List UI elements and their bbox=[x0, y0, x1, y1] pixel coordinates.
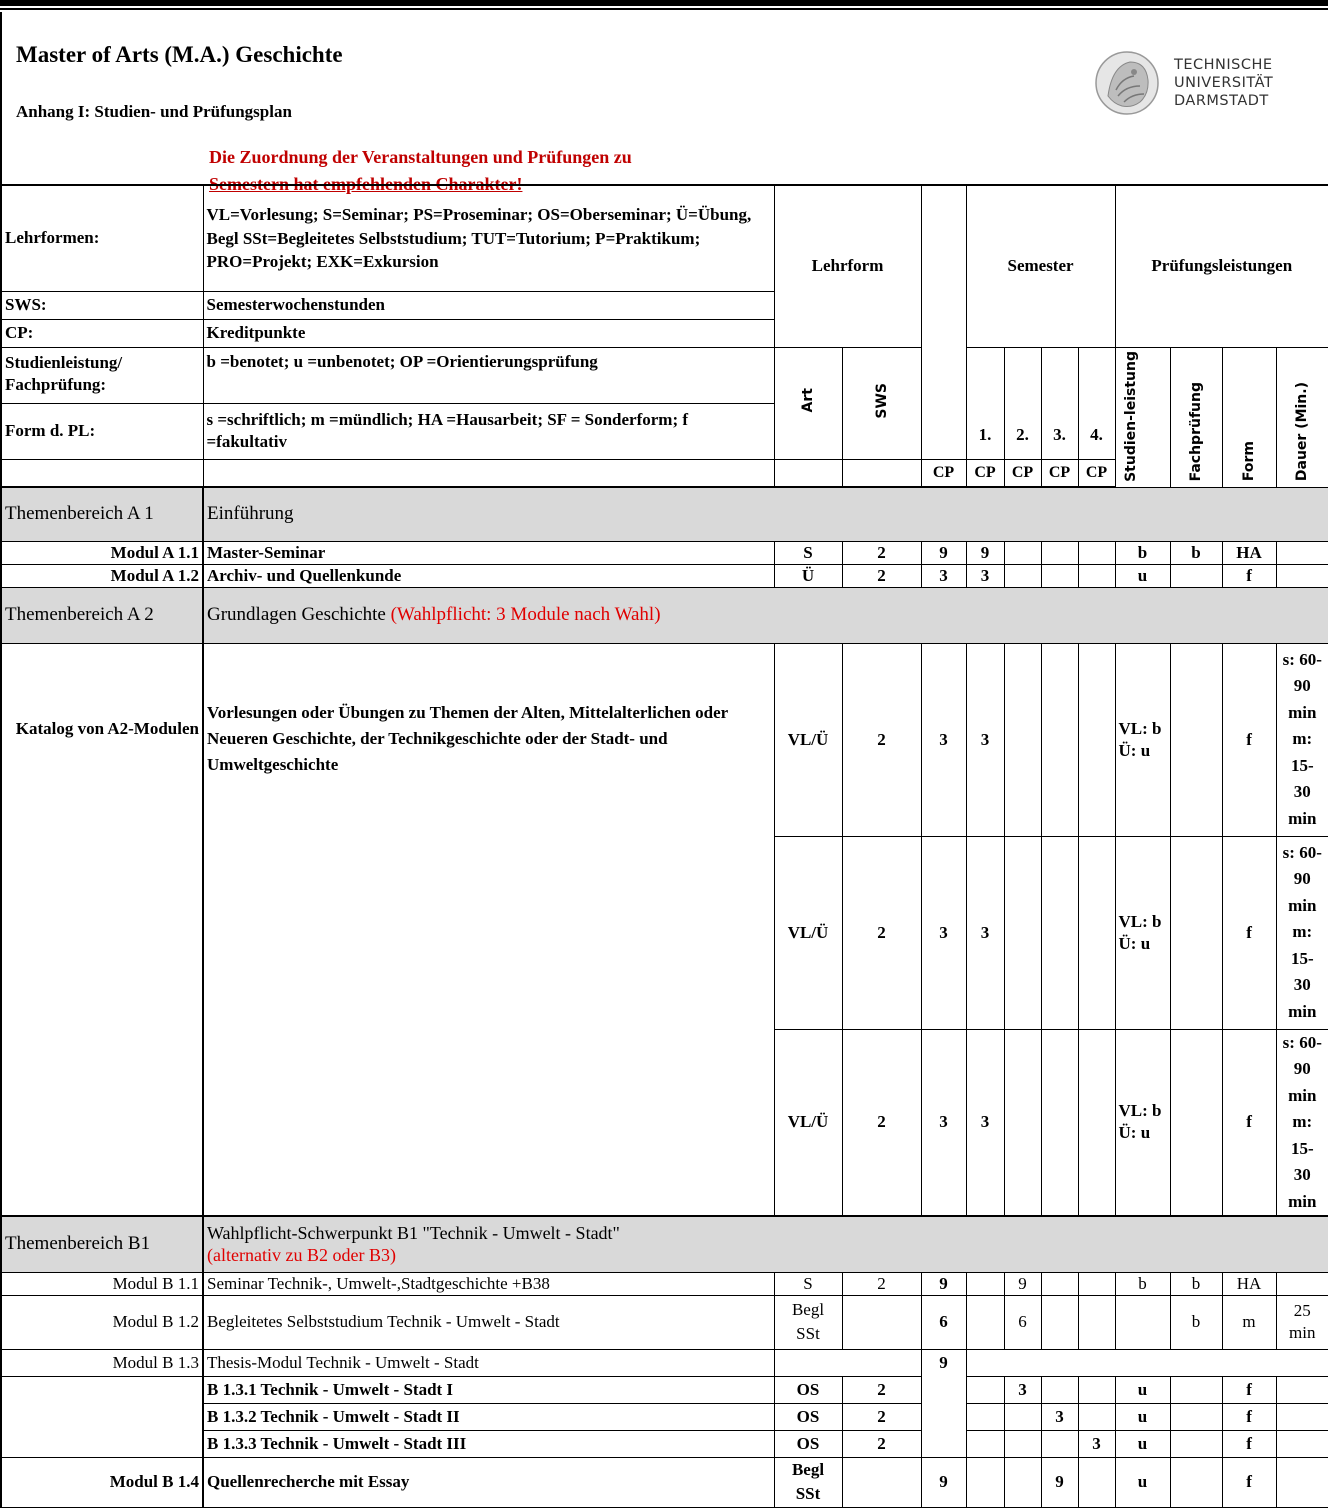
section-b1-title bbox=[203, 1216, 1328, 1272]
module-b14-art: Begl SSt bbox=[774, 1457, 842, 1507]
module-b11-name: Seminar Technik-, Umwelt-,Stadtgeschichte +B38 bbox=[203, 1272, 774, 1295]
module-b132-art: OS bbox=[774, 1403, 842, 1430]
section-a2-label: Themenbereich A 2 bbox=[1, 587, 203, 643]
col-header-cp-blank bbox=[921, 185, 966, 347]
module-b14-label: Modul B 1.4 bbox=[1, 1457, 203, 1507]
logo-line1: TECHNISCHE bbox=[1174, 57, 1273, 73]
a2-entry2-cp: 3 bbox=[921, 836, 966, 1029]
section-a2-title-note: (Wahlpflicht: 3 Module nach Wahl) bbox=[390, 604, 661, 625]
a2-entry2-sl: VL: b Ü: u bbox=[1115, 836, 1170, 1029]
a2-entry3-dauer: s: 60- 90 min m: 15- 30 min bbox=[1276, 1029, 1328, 1216]
module-a12-label: Modul A 1.2 bbox=[1, 564, 203, 587]
col-header-lehrform: Lehrform bbox=[774, 185, 921, 347]
a2-entry1-art: VL/Ü bbox=[774, 643, 842, 836]
module-b14-sl: u bbox=[1115, 1457, 1170, 1507]
module-b12-dauer: 25 min bbox=[1276, 1295, 1328, 1349]
a2-entry3-form: f bbox=[1222, 1029, 1276, 1216]
sws-text: Semesterwochenstunden bbox=[203, 291, 774, 319]
module-a2-catalog-name: Vorlesungen oder Übungen zu Themen der Alten, Mittelalterlichen oder Neueren Geschichte, der Technikgeschichte oder der Stadt- und Umweltgeschichte bbox=[203, 643, 774, 1216]
col-header-form: Form bbox=[1222, 347, 1276, 487]
document-subtitle: Anhang I: Studien- und Prüfungsplan bbox=[16, 102, 292, 121]
module-a12-sem1: 3 bbox=[966, 564, 1004, 587]
module-a11-fp: b bbox=[1170, 541, 1222, 564]
module-a12-form: f bbox=[1222, 564, 1276, 587]
module-a11-art: S bbox=[774, 541, 842, 564]
module-b14-cp: 9 bbox=[921, 1457, 966, 1507]
module-b14-name: Quellenrecherche mit Essay bbox=[203, 1457, 774, 1507]
module-b131-form: f bbox=[1222, 1376, 1276, 1403]
col-header-studienleistung: Studien-leistung bbox=[1115, 347, 1170, 487]
col-header-sem2: 2. bbox=[1004, 347, 1041, 459]
cp-header-sem1: CP bbox=[966, 459, 1004, 487]
a2-entry3-art: VL/Ü bbox=[774, 1029, 842, 1216]
university-name bbox=[1174, 56, 1273, 110]
logo-line2: UNIVERSITÄT bbox=[1174, 75, 1274, 91]
tu-darmstadt-logo-icon bbox=[1094, 50, 1160, 116]
module-b131-name: B 1.3.1 Technik - Umwelt - Stadt I bbox=[203, 1376, 774, 1403]
module-a11-sem1: 9 bbox=[966, 541, 1004, 564]
cp-header-sem3: CP bbox=[1041, 459, 1078, 487]
lehrformen-label: Lehrformen: bbox=[1, 185, 203, 291]
document-title: Master of Arts (M.A.) Geschichte bbox=[16, 42, 343, 67]
section-a2-title bbox=[203, 587, 1328, 643]
module-b11-cp: 9 bbox=[921, 1272, 966, 1295]
module-b11-fp: b bbox=[1170, 1272, 1222, 1295]
cp-label: CP: bbox=[1, 319, 203, 347]
module-b133-form: f bbox=[1222, 1430, 1276, 1457]
module-b133-art: OS bbox=[774, 1430, 842, 1457]
module-b11-sws: 2 bbox=[842, 1272, 921, 1295]
module-b14-form: f bbox=[1222, 1457, 1276, 1507]
module-b11-sl: b bbox=[1115, 1272, 1170, 1295]
module-b132-name: B 1.3.2 Technik - Umwelt - Stadt II bbox=[203, 1403, 774, 1430]
a2-entry1-sl: VL: b Ü: u bbox=[1115, 643, 1170, 836]
document-header bbox=[0, 12, 1328, 194]
cp-header: CP bbox=[921, 459, 966, 487]
module-b12-art: Begl SSt bbox=[774, 1295, 842, 1349]
module-b11-label: Modul B 1.1 bbox=[1, 1272, 203, 1295]
module-b131-sws: 2 bbox=[842, 1376, 921, 1403]
module-a11-sl: b bbox=[1115, 541, 1170, 564]
module-b131-sem2: 3 bbox=[1004, 1376, 1041, 1403]
a2-entry3-sl: VL: b Ü: u bbox=[1115, 1029, 1170, 1216]
a2-entry3-sws: 2 bbox=[842, 1029, 921, 1216]
module-a12-art: Ü bbox=[774, 564, 842, 587]
col-cp-spacer bbox=[921, 347, 966, 459]
study-plan-table bbox=[0, 184, 1328, 1508]
module-b132-form: f bbox=[1222, 1403, 1276, 1430]
legend-blank-2 bbox=[203, 459, 774, 487]
module-a12-cp: 3 bbox=[921, 564, 966, 587]
module-b132-sem3: 3 bbox=[1041, 1403, 1078, 1430]
cp-header-sem2: CP bbox=[1004, 459, 1041, 487]
section-b1-label: Themenbereich B1 bbox=[1, 1216, 203, 1272]
col-header-semester: Semester bbox=[966, 185, 1115, 347]
module-a12-name: Archiv- und Quellenkunde bbox=[203, 564, 774, 587]
module-b132-sl: u bbox=[1115, 1403, 1170, 1430]
a2-entry3-cp: 3 bbox=[921, 1029, 966, 1216]
legend-blank-1 bbox=[1, 459, 203, 487]
col-header-sem3: 3. bbox=[1041, 347, 1078, 459]
art-blank bbox=[774, 459, 842, 487]
a2-entry1-sem1: 3 bbox=[966, 643, 1004, 836]
module-b131-sl: u bbox=[1115, 1376, 1170, 1403]
module-a11-form: HA bbox=[1222, 541, 1276, 564]
module-b133-sl: u bbox=[1115, 1430, 1170, 1457]
cp-text: Kreditpunkte bbox=[203, 319, 774, 347]
sws-blank bbox=[842, 459, 921, 487]
a2-entry2-sem1: 3 bbox=[966, 836, 1004, 1029]
module-a11-cp: 9 bbox=[921, 541, 966, 564]
a2-entry2-form: f bbox=[1222, 836, 1276, 1029]
module-a11-sws: 2 bbox=[842, 541, 921, 564]
col-header-sem1: 1. bbox=[966, 347, 1004, 459]
form-label: Form d. PL: bbox=[1, 403, 203, 459]
module-b13-name: Thesis-Modul Technik - Umwelt - Stadt bbox=[203, 1349, 774, 1376]
module-b11-form: HA bbox=[1222, 1272, 1276, 1295]
module-b12-fp: b bbox=[1170, 1295, 1222, 1349]
studienleistung-text: b =benotet; u =unbenotet; OP =Orientierungsprüfung bbox=[203, 347, 774, 403]
a2-entry2-sws: 2 bbox=[842, 836, 921, 1029]
section-b1-title-text: Wahlpflicht-Schwerpunkt B1 "Technik - Umwelt - Stadt" bbox=[207, 1223, 620, 1244]
top-rule bbox=[0, 0, 1328, 6]
module-b14-sem3: 9 bbox=[1041, 1457, 1078, 1507]
a2-entry2-art: VL/Ü bbox=[774, 836, 842, 1029]
section-a1-title: Einführung bbox=[203, 487, 1328, 541]
module-b133-sws: 2 bbox=[842, 1430, 921, 1457]
a2-entry1-cp: 3 bbox=[921, 643, 966, 836]
a2-entry1-dauer: s: 60- 90 min m: 15- 30 min bbox=[1276, 643, 1328, 836]
col-header-art: Art bbox=[774, 347, 842, 459]
module-a11-label: Modul A 1.1 bbox=[1, 541, 203, 564]
module-b13-label: Modul B 1.3 bbox=[1, 1349, 203, 1376]
section-a1-label: Themenbereich A 1 bbox=[1, 487, 203, 541]
module-b11-art: S bbox=[774, 1272, 842, 1295]
module-a2-catalog-label: Katalog von A2-Modulen bbox=[1, 643, 203, 1216]
section-b1-title-note: (alternativ zu B2 oder B3) bbox=[207, 1245, 396, 1266]
a2-entry3-sem1: 3 bbox=[966, 1029, 1004, 1216]
a2-entry1-form: f bbox=[1222, 643, 1276, 836]
module-b12-label: Modul B 1.2 bbox=[1, 1295, 203, 1349]
semester-note-line1: Die Zuordnung der Veranstaltungen und Prüfungen zu bbox=[209, 147, 632, 167]
module-b12-form: m bbox=[1222, 1295, 1276, 1349]
module-a12-sws: 2 bbox=[842, 564, 921, 587]
module-b12-cp: 6 bbox=[921, 1295, 966, 1349]
cp-header-sem4: CP bbox=[1078, 459, 1115, 487]
a2-entry1-sws: 2 bbox=[842, 643, 921, 836]
top-rule-thin bbox=[0, 8, 1328, 10]
sws-label: SWS: bbox=[1, 291, 203, 319]
lehrformen-text: VL=Vorlesung; S=Seminar; PS=Proseminar; OS=Oberseminar; Ü=Übung, Begl SSt=Begleitetes Selbststudium; TUT=Tutorium; P=Praktikum; PRO=Projekt; EXK=Exkursion bbox=[203, 185, 774, 291]
module-a12-sl: u bbox=[1115, 564, 1170, 587]
col-header-sem4: 4. bbox=[1078, 347, 1115, 459]
a2-entry2-dauer: s: 60- 90 min m: 15- 30 min bbox=[1276, 836, 1328, 1029]
col-header-sws: SWS bbox=[842, 347, 921, 459]
form-text: s =schriftlich; m =mündlich; HA =Hausarbeit; SF = Sonderform; f =fakultativ bbox=[203, 403, 774, 459]
section-a2-title-text: Grundlagen Geschichte bbox=[207, 604, 391, 625]
module-a11-name: Master-Seminar bbox=[203, 541, 774, 564]
module-b11-sem2: 9 bbox=[1004, 1272, 1041, 1295]
semester-note-line2: Semestern hat empfehlenden Charakter! bbox=[209, 174, 523, 194]
col-header-fachpruefung: Fachprüfung bbox=[1170, 347, 1222, 487]
module-b12-sem2: 6 bbox=[1004, 1295, 1041, 1349]
col-header-pruefungsleistungen: Prüfungsleistungen bbox=[1115, 185, 1328, 347]
col-header-dauer: Dauer (Min.) bbox=[1276, 347, 1328, 487]
studienleistung-label: Studienleistung/ Fachprüfung: bbox=[1, 347, 203, 403]
logo-line3: DARMSTADT bbox=[1174, 93, 1269, 109]
module-b13-cp: 9 bbox=[921, 1349, 966, 1376]
module-b133-name: B 1.3.3 Technik - Umwelt - Stadt III bbox=[203, 1430, 774, 1457]
module-b133-sem4: 3 bbox=[1078, 1430, 1115, 1457]
module-b131-art: OS bbox=[774, 1376, 842, 1403]
module-b12-name: Begleitetes Selbststudium Technik - Umwelt - Stadt bbox=[203, 1295, 774, 1349]
module-b132-sws: 2 bbox=[842, 1403, 921, 1430]
